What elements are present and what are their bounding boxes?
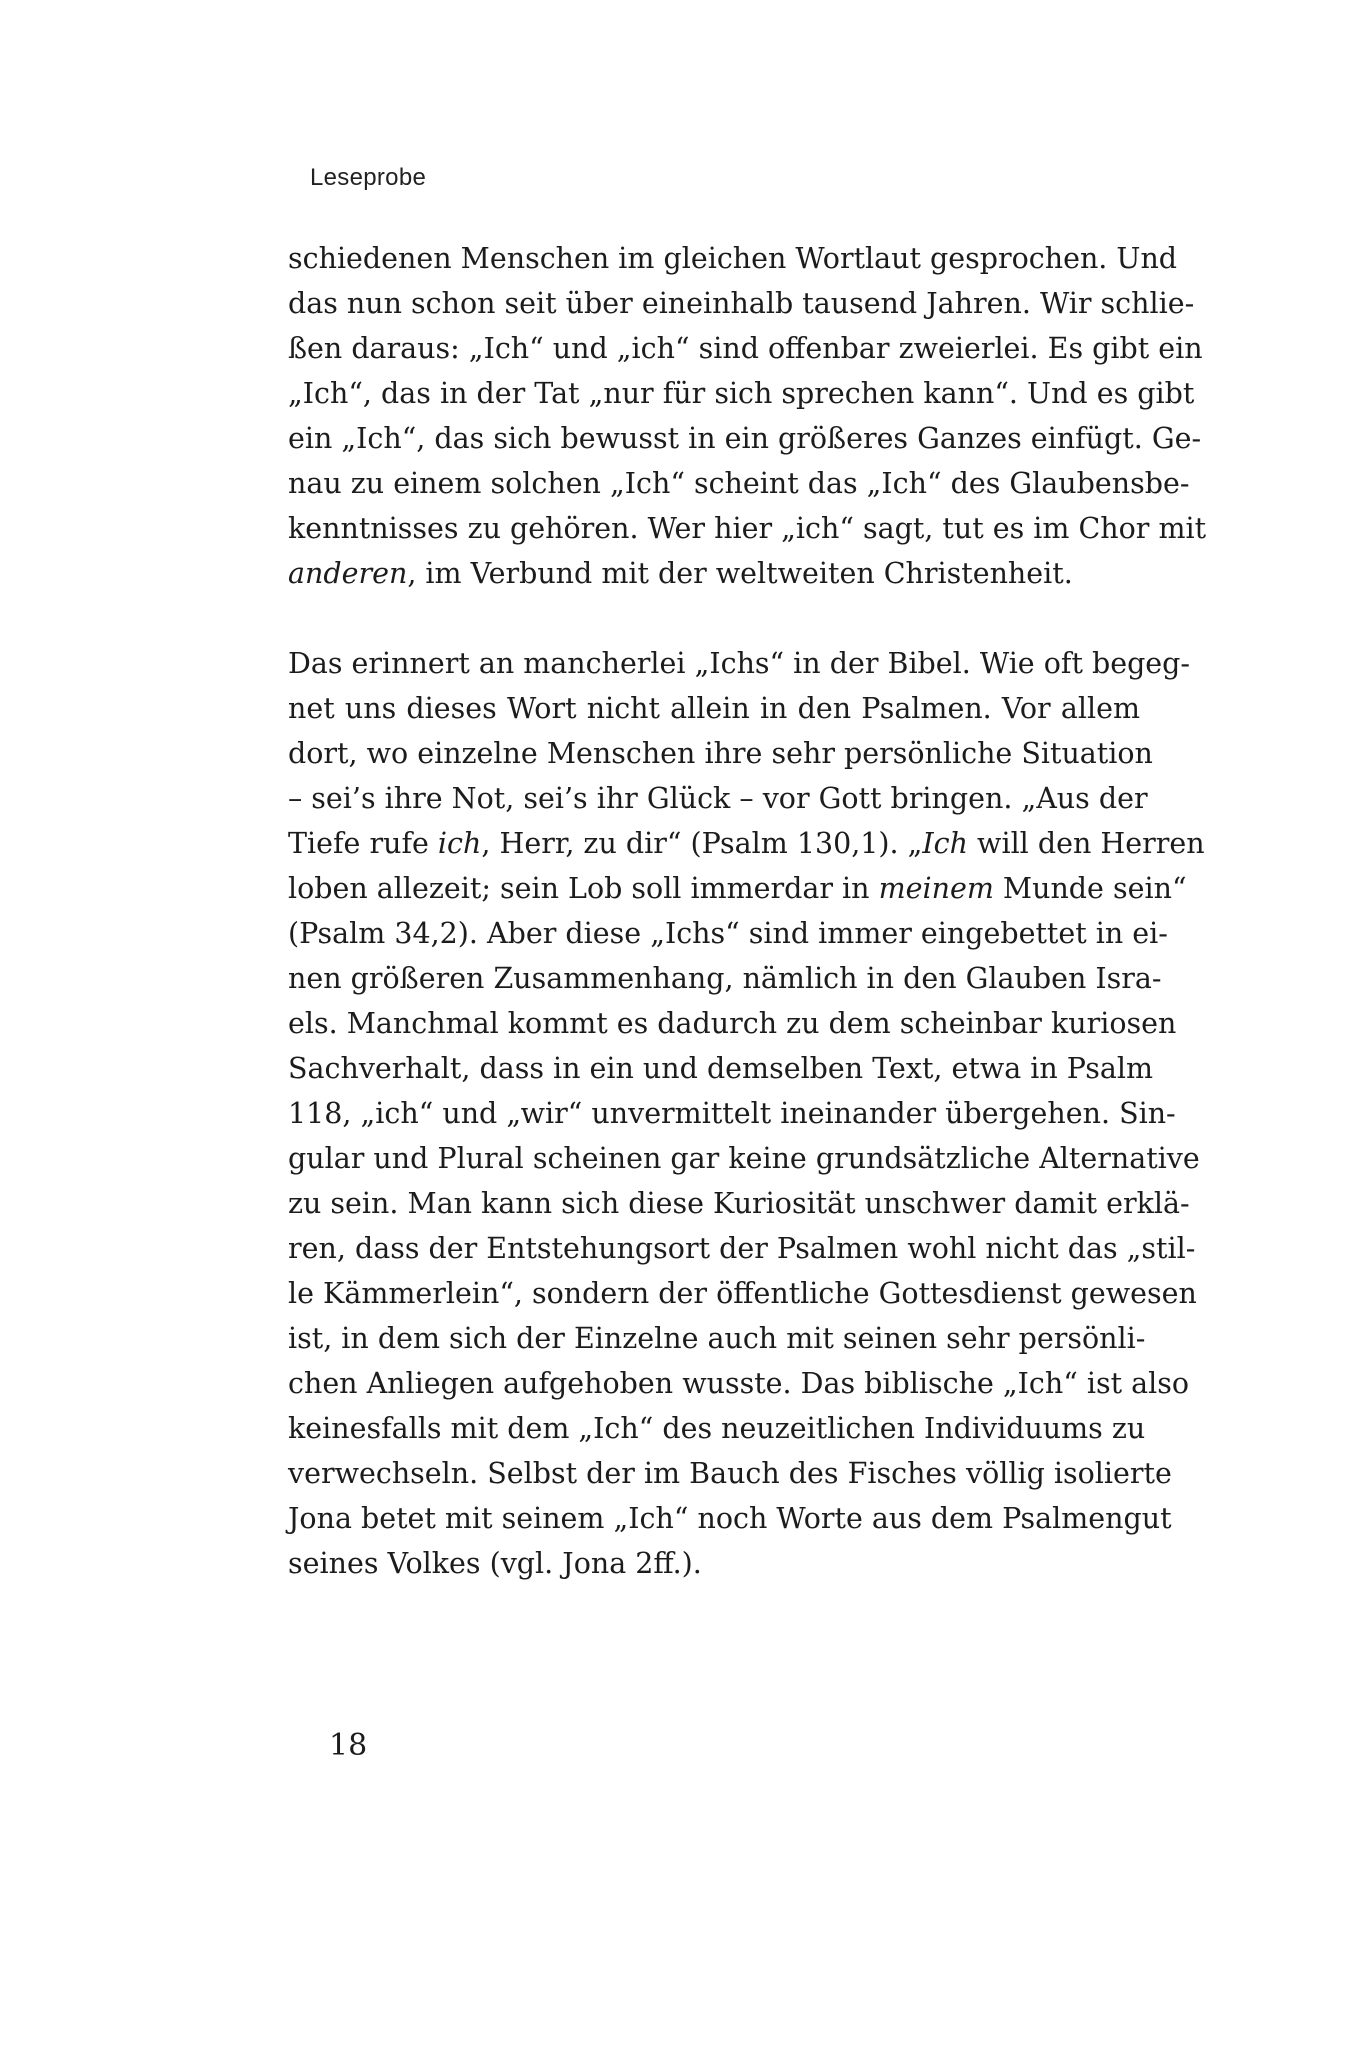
text-line	[288, 1226, 1196, 1271]
text-line	[288, 1181, 1190, 1226]
text-run: , Herr, zu dir“ (Psalm 130,1). „	[481, 827, 923, 860]
paragraph-gap	[288, 596, 1140, 641]
text-line	[288, 461, 1190, 506]
running-header: Leseprobe	[310, 164, 427, 191]
text-run: net uns dieses Wort nicht allein in den Psalmen. Vor allem	[288, 692, 1140, 725]
text-line	[288, 911, 1168, 956]
text-run: Munde sein“	[993, 872, 1187, 905]
text-run: els. Manchmal kommt es dadurch zu dem scheinbar kuriosen	[288, 1007, 1177, 1040]
text-run: Sachverhalt, dass in ein und demselben Text, etwa in Psalm	[288, 1052, 1153, 1085]
text-run: gular und Plural scheinen gar keine grundsätzliche Alternative	[288, 1142, 1200, 1175]
text-run: , im Verbund mit der weltweiten Christenheit.	[407, 557, 1073, 590]
text-run: verwechseln. Selbst der im Bauch des Fisches völlig isolierte	[288, 1457, 1172, 1490]
text-run: ßen daraus: „Ich“ und „ich“ sind offenbar zweierlei. Es gibt ein	[288, 332, 1203, 365]
text-line	[288, 1136, 1200, 1181]
text-line	[288, 1316, 1146, 1361]
text-line	[288, 416, 1202, 461]
text-line	[288, 1001, 1177, 1046]
text-run: nen größeren Zusammenhang, nämlich in den Glauben Isra-	[288, 962, 1162, 995]
text-run: (Psalm 34,2). Aber diese „Ichs“ sind immer eingebettet in ei-	[288, 917, 1168, 950]
text-run: seines Volkes (vgl. Jona 2ff.).	[288, 1547, 702, 1580]
text-run: „Ich“, das in der Tat „nur für sich sprechen kann“. Und es gibt	[288, 377, 1195, 410]
text-line	[288, 866, 1187, 911]
text-line	[288, 1046, 1153, 1091]
text-line	[288, 236, 1178, 281]
text-line	[288, 1496, 1172, 1541]
text-run: kenntnisses zu gehören. Wer hier „ich“ sagt, tut es im Chor mit	[288, 512, 1207, 545]
text-run: dort, wo einzelne Menschen ihre sehr persönliche Situation	[288, 737, 1153, 770]
paragraph	[288, 641, 1205, 1586]
text-line	[288, 326, 1203, 371]
text-line	[288, 371, 1195, 416]
text-run: Das erinnert an mancherlei „Ichs“ in der Bibel. Wie oft begeg-	[288, 647, 1191, 680]
italic-text: anderen	[288, 557, 408, 590]
text-run: nau zu einem solchen „Ich“ scheint das „Ich“ des Glaubensbe-	[288, 467, 1190, 500]
page-number: 18	[329, 1728, 368, 1763]
italic-text: Ich	[922, 827, 968, 860]
text-run: ren, dass der Entstehungsort der Psalmen wohl nicht das „stil-	[288, 1232, 1196, 1265]
text-run: le Kämmerlein“, sondern der öffentliche Gottesdienst gewesen	[288, 1277, 1197, 1310]
text-line	[288, 776, 1148, 821]
text-line	[288, 1271, 1197, 1316]
text-line	[288, 281, 1195, 326]
text-run: schiedenen Menschen im gleichen Wortlaut gesprochen. Und	[288, 242, 1178, 275]
text-line	[288, 1406, 1146, 1451]
text-line	[288, 956, 1162, 1001]
text-run: zu sein. Man kann sich diese Kuriosität unschwer damit erklä-	[288, 1187, 1190, 1220]
text-line	[288, 1541, 1140, 1586]
text-run: will den Herren	[968, 827, 1205, 860]
body-text	[288, 236, 1207, 1586]
text-run: – sei’s ihre Not, sei’s ihr Glück – vor Gott bringen. „Aus der	[288, 782, 1148, 815]
text-run: Jona betet mit seinem „Ich“ noch Worte aus dem Psalmengut	[288, 1502, 1172, 1535]
text-run: 118, „ich“ und „wir“ unvermittelt ineinander übergehen. Sin-	[288, 1097, 1176, 1130]
text-line	[288, 1091, 1176, 1136]
text-line	[288, 551, 1140, 596]
text-run: Tiefe rufe	[288, 827, 438, 860]
paragraph	[288, 236, 1207, 596]
text-run: loben allezeit; sein Lob soll immerdar in	[288, 872, 879, 905]
text-line	[288, 506, 1207, 551]
text-run: chen Anliegen aufgehoben wusste. Das biblische „Ich“ ist also	[288, 1367, 1189, 1400]
text-line	[288, 731, 1153, 776]
text-line	[288, 1451, 1172, 1496]
text-line	[288, 1361, 1189, 1406]
text-run: keinesfalls mit dem „Ich“ des neuzeitlichen Individuums zu	[288, 1412, 1146, 1445]
text-line	[288, 641, 1191, 686]
text-run: ist, in dem sich der Einzelne auch mit seinen sehr persönli-	[288, 1322, 1146, 1355]
text-run: ein „Ich“, das sich bewusst in ein größeres Ganzes einfügt. Ge-	[288, 422, 1202, 455]
text-run: das nun schon seit über eineinhalb tausend Jahren. Wir schlie-	[288, 287, 1195, 320]
italic-text: ich	[437, 827, 482, 860]
text-line	[288, 821, 1205, 866]
text-line	[288, 686, 1140, 731]
italic-text: meinem	[878, 872, 994, 905]
